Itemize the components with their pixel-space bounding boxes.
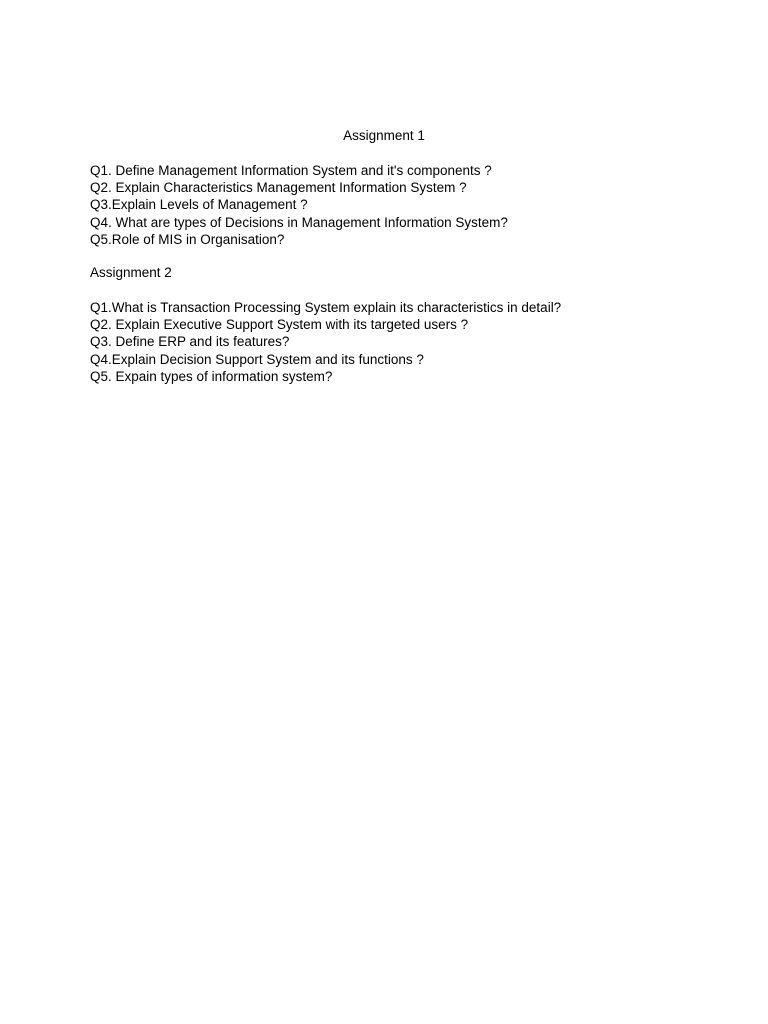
- question-item: Q5. Expain types of information system?: [90, 368, 333, 384]
- question-item: Q1. Define Management Information System and it's components ?: [90, 163, 492, 178]
- question-item: Q1.What is Transaction Processing System explain its characteristics in detail?: [90, 300, 562, 315]
- question-item: Q2. Explain Executive Support System with its targeted users ?: [90, 317, 469, 333]
- assignment-2-question-list: [90, 299, 730, 385]
- question-item: Q4.Explain Decision Support System and its functions ?: [90, 351, 424, 367]
- question-item: Q3.Explain Levels of Management ?: [90, 197, 308, 213]
- question-item: Q2. Explain Characteristics Management Information System ?: [90, 180, 467, 196]
- assignment-1-title: Assignment 1: [343, 128, 425, 143]
- question-item: Q4. What are types of Decisions in Management Information System?: [90, 214, 508, 230]
- question-item: Q5.Role of MIS in Organisation?: [90, 231, 285, 247]
- assignment-2-title: Assignment 2: [90, 265, 172, 280]
- assignment-1-question-list: [90, 162, 730, 248]
- question-item: Q3. Define ERP and its features?: [90, 334, 290, 350]
